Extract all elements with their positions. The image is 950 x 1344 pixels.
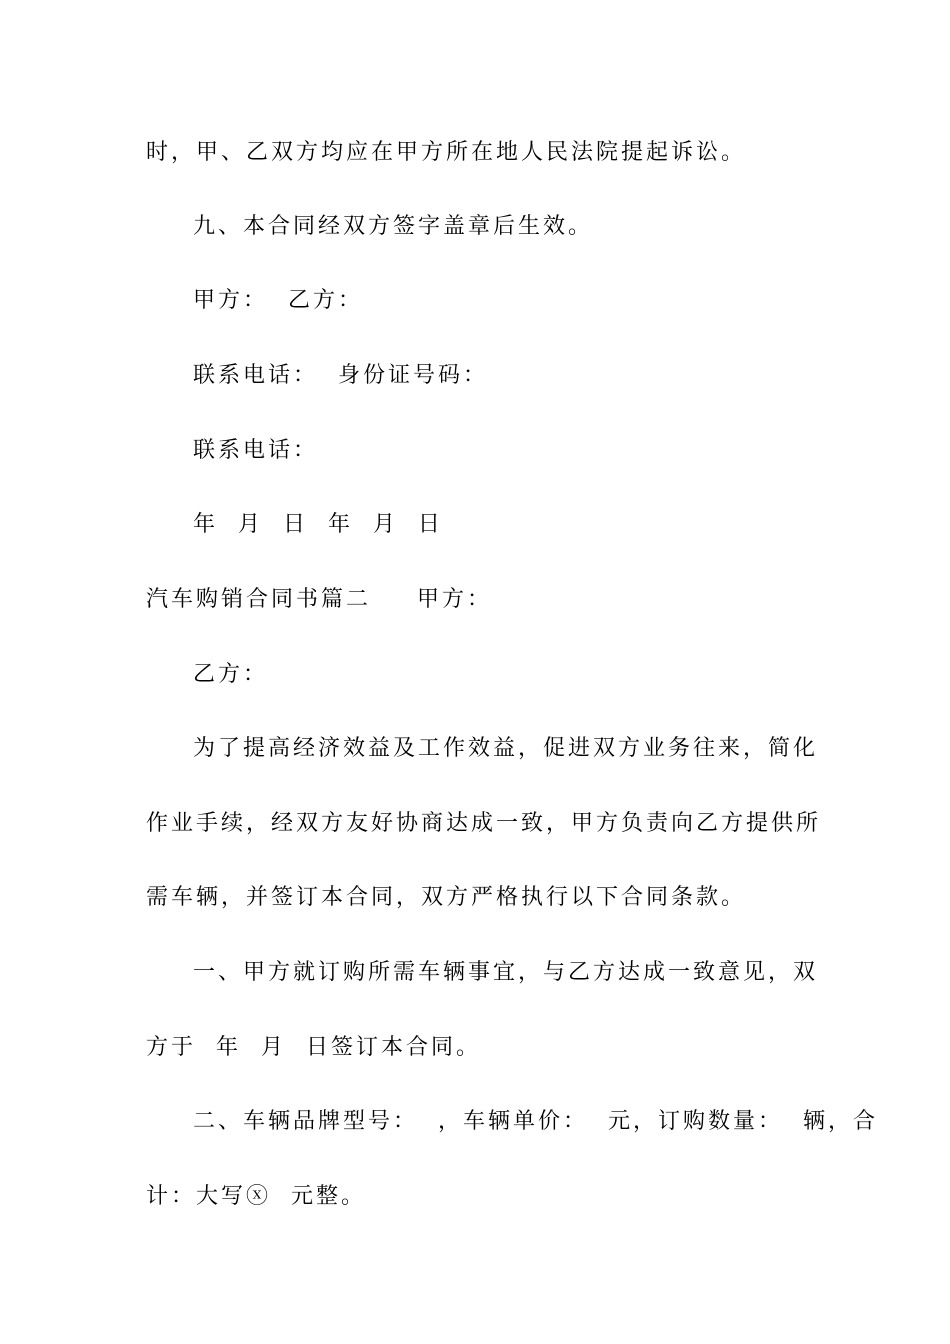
text-line-clause-nine: 九、本合同经双方签字盖章后生效。 [193, 214, 594, 239]
text-line-litigation: 时，甲、乙双方均应在甲方所在地人民法院提起诉讼。 [146, 140, 747, 165]
text-line-phone-id: 联系电话： 身份证号码： [193, 363, 488, 388]
text-line-phone: 联系电话： [193, 438, 319, 463]
text-line-intro-1: 为了提高经济效益及工作效益，促进双方业务往来，简化 [193, 736, 819, 761]
text-line-clause-one-2: 方于 年 月 日签订本合同。 [146, 1035, 481, 1060]
text-line-dates: 年 月 日 年 月 日 [193, 512, 443, 537]
text-line-intro-2: 作业手续，经双方友好协商达成一致，甲方负责向乙方提供所 [146, 811, 822, 836]
contract-heading-line [146, 585, 492, 615]
contract-title: 汽车购销合同书篇二 [146, 587, 372, 612]
text-line-intro-3: 需车辆，并签订本合同，双方严格执行以下合同条款。 [146, 885, 747, 910]
text-line-clause-two-1: 二、车辆品牌型号： ，车辆单价： 元，订购数量： 辆，合 [193, 1109, 878, 1134]
text-line-party-labels: 甲方： 乙方： [193, 288, 363, 313]
text-line-clause-two-2: 计：大写ⓧ 元整。 [146, 1184, 366, 1209]
text-line-clause-one-1: 一、甲方就订购所需车辆事宜，与乙方达成一致意见，双 [193, 960, 819, 985]
party-b-label: 乙方： [193, 662, 269, 687]
party-a-label: 甲方： [417, 587, 493, 612]
